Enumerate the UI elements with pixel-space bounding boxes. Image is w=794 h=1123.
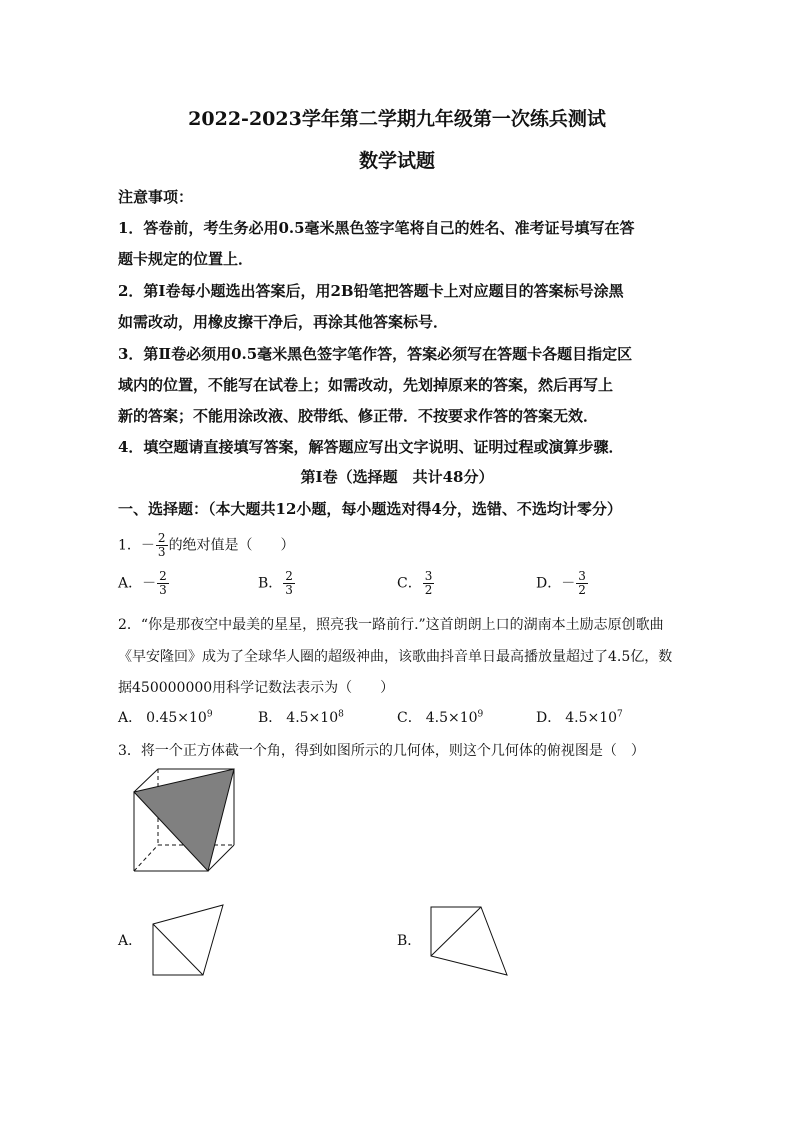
q3-option-a-figure xyxy=(150,902,226,978)
option-exponent: 7 xyxy=(617,709,623,720)
option-base: 4.5×10 xyxy=(286,710,339,726)
q2-option-c[interactable] xyxy=(397,707,483,727)
q1-option-b[interactable] xyxy=(258,570,296,597)
q1-prefix: 1． xyxy=(118,537,141,554)
notes-heading: 注意事项： xyxy=(118,188,194,206)
q3-option-a[interactable] xyxy=(118,930,142,950)
note-line-4: 如需改动，用橡皮擦干净后，再涂其他答案标号． xyxy=(118,313,449,331)
hidden-edge xyxy=(134,845,158,871)
exam-subtitle: 数学试题 xyxy=(358,150,435,172)
top-view-outline xyxy=(153,905,223,975)
q2-line-1: 2．“你是那夜空中最美的星星，照亮我一路前行.”这首朗朗上口的湖南本土励志原创歌曲 xyxy=(118,617,664,633)
option-denominator: 3 xyxy=(159,583,167,597)
part-title: 第Ⅰ卷（选择题 共计48分） xyxy=(300,468,494,486)
top-view-outline xyxy=(431,907,507,975)
q2-line-3: 据450000000用科学记数法表示为（ ） xyxy=(118,680,395,696)
option-exponent: 9 xyxy=(206,709,213,720)
option-exponent: 9 xyxy=(477,709,484,720)
cut-cube-figure xyxy=(128,766,240,874)
q1-option-c[interactable] xyxy=(397,570,435,597)
q2-option-b[interactable] xyxy=(258,707,344,727)
option-label: B． xyxy=(258,710,283,726)
q3-option-b[interactable] xyxy=(397,930,421,950)
note-line-3: 2．第Ⅰ卷每小题选出答案后，用2B铅笔把答题卡上对应题目的答案标号涂黑 xyxy=(118,282,624,300)
note-line-8: 4．填空题请直接填写答案，解答题应写出文字说明、证明过程或演算步骤． xyxy=(118,438,624,456)
option-numerator: 3 xyxy=(424,569,433,583)
option-label: D． xyxy=(536,710,562,726)
option-label: D． xyxy=(536,575,562,592)
exam-title: 2022-2023学年第二学期九年级第一次练兵测试 xyxy=(188,108,606,130)
q2-line-2: 《早安隆回》成为了全球华人圈的超级神曲，该歌曲抖音单日最高播放量超过了4.5亿，数 xyxy=(118,649,673,665)
note-line-6: 域内的位置，不能写在试卷上；如需改动，先划掉原来的答案，然后再写上 xyxy=(118,376,614,394)
q1-suffix: 的绝对值是（ ） xyxy=(168,537,295,554)
option-numerator: 2 xyxy=(159,569,167,583)
q1-option-d[interactable] xyxy=(536,570,589,597)
option-denominator: 2 xyxy=(578,583,586,597)
option-base: 0.45×10 xyxy=(146,710,207,726)
question-1 xyxy=(118,532,295,559)
option-label: A． xyxy=(118,575,143,592)
option-sign: － xyxy=(142,575,157,592)
q1-numerator: 2 xyxy=(157,531,166,545)
option-fraction xyxy=(576,570,588,597)
option-label: B． xyxy=(258,575,283,592)
option-denominator: 2 xyxy=(424,583,433,597)
note-line-5: 3．第Ⅱ卷必须用0.5毫米黑色签字笔作答，答案必须写在答题卡各题目指定区 xyxy=(118,345,633,363)
option-base: 4.5×10 xyxy=(565,710,618,726)
q2-option-d[interactable] xyxy=(536,707,623,727)
option-exponent: 8 xyxy=(338,709,344,720)
top-view-diagonal xyxy=(153,924,203,975)
option-label: A． xyxy=(118,933,143,949)
cut-face xyxy=(134,769,234,871)
section-heading: 一、选择题：（本大题共12小题，每小题选对得4分，选错、不选均计零分） xyxy=(118,500,622,518)
option-fraction xyxy=(283,570,295,597)
option-base: 4.5×10 xyxy=(425,710,478,726)
option-label: A． xyxy=(118,710,143,726)
option-fraction xyxy=(157,570,169,597)
option-denominator: 3 xyxy=(285,583,293,597)
note-line-1: 1．答卷前，考生务必用0.5毫米黑色签字笔将自己的姓名、准考证号填写在答 xyxy=(118,219,635,237)
option-sign: － xyxy=(561,575,576,592)
option-label: B． xyxy=(397,933,422,949)
q1-fraction xyxy=(156,532,168,559)
note-line-7: 新的答案；不能用涂改液、胶带纸、修正带．不按要求作答的答案无效． xyxy=(118,407,599,425)
q1-denominator: 3 xyxy=(157,545,166,559)
q1-neg-sign: － xyxy=(140,537,155,554)
option-label: C． xyxy=(397,710,422,726)
q1-option-a[interactable] xyxy=(118,570,170,597)
q3-option-b-figure xyxy=(428,904,510,978)
option-fraction xyxy=(423,570,435,597)
q2-option-a[interactable] xyxy=(118,707,213,727)
note-line-2: 题卡规定的位置上． xyxy=(118,250,254,268)
option-numerator: 2 xyxy=(285,569,293,583)
option-label: C． xyxy=(397,575,422,592)
option-numerator: 3 xyxy=(578,569,586,583)
q3-text: 3．将一个正方体截一个角，得到如图所示的几何体，则这个几何体的俯视图是（ ） xyxy=(118,743,645,759)
top-view-diagonal xyxy=(431,907,481,956)
